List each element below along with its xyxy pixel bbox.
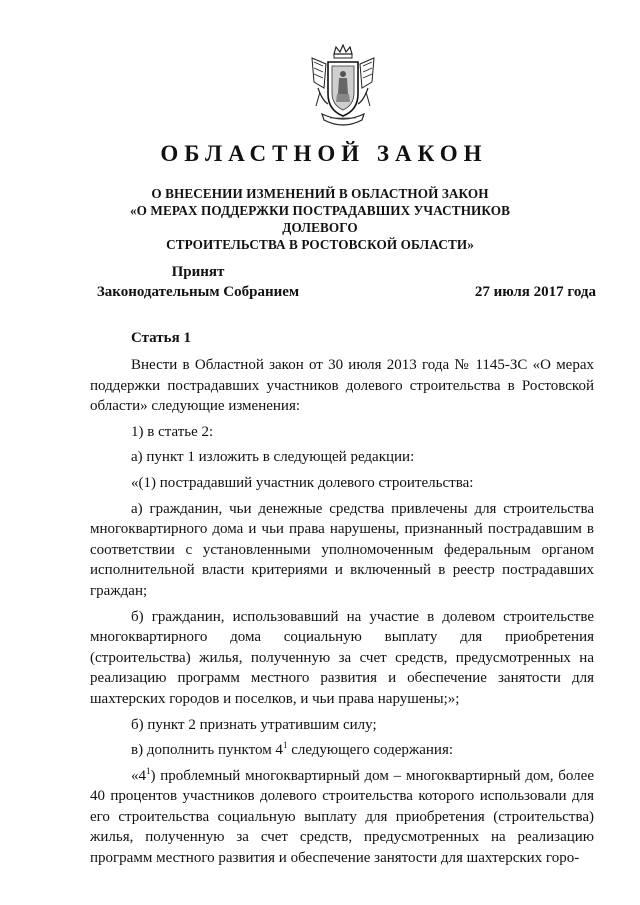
paragraph-text: ) проблемный многоквартирный дом – многоквартирный дом, более 40 процентов участников долевого строительства которого использовали для его строительства социальную выплату для приобретения (строительства) жилья, полученную за счет средств, предусмотренных на реализацию программ местного развития и обеспечение занятости для шахтерских горо- (90, 767, 594, 867)
paragraph-text: следующего содержания: (287, 742, 454, 759)
paragraph-text: «4 (131, 767, 146, 784)
superscript: 1 (282, 740, 288, 751)
adoption-authority: Законодательным Собранием (96, 284, 300, 300)
paragraph: б) пункт 2 признать утратившим силу; (131, 716, 377, 733)
document-title: ОБЛАСТНОЙ ЗАКОН (160, 141, 488, 166)
paragraph: 1) в статье 2: (131, 423, 214, 440)
adoption-date: 27 июля 2017 года (474, 284, 596, 300)
paragraph: а) гражданин, чьи денежные средства привлечены для строительства многоквартирного дома и чьи права нарушены, признанный пострадавшим в соответствии с установленными уполномоченным федеральным органом исполнительной власти критериями и включенный в реестр пострадавших граждан; (90, 500, 594, 599)
paragraph: Внести в Областной закон от 30 июля 2013 года № 1145-ЗС «О мерах поддержки пострадавших участников долевого строительства в Ростовской области» следующие изменения: (90, 357, 594, 415)
article-heading: Статья 1 (131, 330, 191, 346)
adoption-label: Принят (171, 264, 225, 280)
adoption-body (88, 262, 308, 302)
subtitle-line: «О МЕРАХ ПОДДЕРЖКИ ПОСТРАДАВШИХ УЧАСТНИКОВ ДОЛЕВОГО (129, 203, 511, 235)
paragraph: а) пункт 1 изложить в следующей редакции: (131, 449, 415, 466)
paragraph-text: в) дополнить пунктом 4 (131, 742, 283, 759)
document-subtitle (100, 185, 540, 253)
superscript: 1 (146, 765, 151, 776)
article-body (90, 355, 594, 874)
paragraph: б) гражданин, использовавший на участие в долевом строительстве многоквартирного дома социальную выплату для приобретения (строительства) жилья, полученную за счет средств, предусмотренных на реализацию программ местного развития и обеспечение занятости для шахтерских городов и поселков, и чьи права нарушены;»; (90, 608, 594, 707)
subtitle-line: О ВНЕСЕНИИ ИЗМЕНЕНИЙ В ОБЛАСТНОЙ ЗАКОН (151, 186, 489, 201)
paragraph: «(1) пострадавший участник долевого строительства: (131, 474, 474, 491)
paragraph (90, 740, 594, 761)
coat-of-arms-icon (306, 44, 380, 132)
subtitle-line: СТРОИТЕЛЬСТВА В РОСТОВСКОЙ ОБЛАСТИ» (166, 237, 474, 252)
paragraph (90, 766, 594, 869)
